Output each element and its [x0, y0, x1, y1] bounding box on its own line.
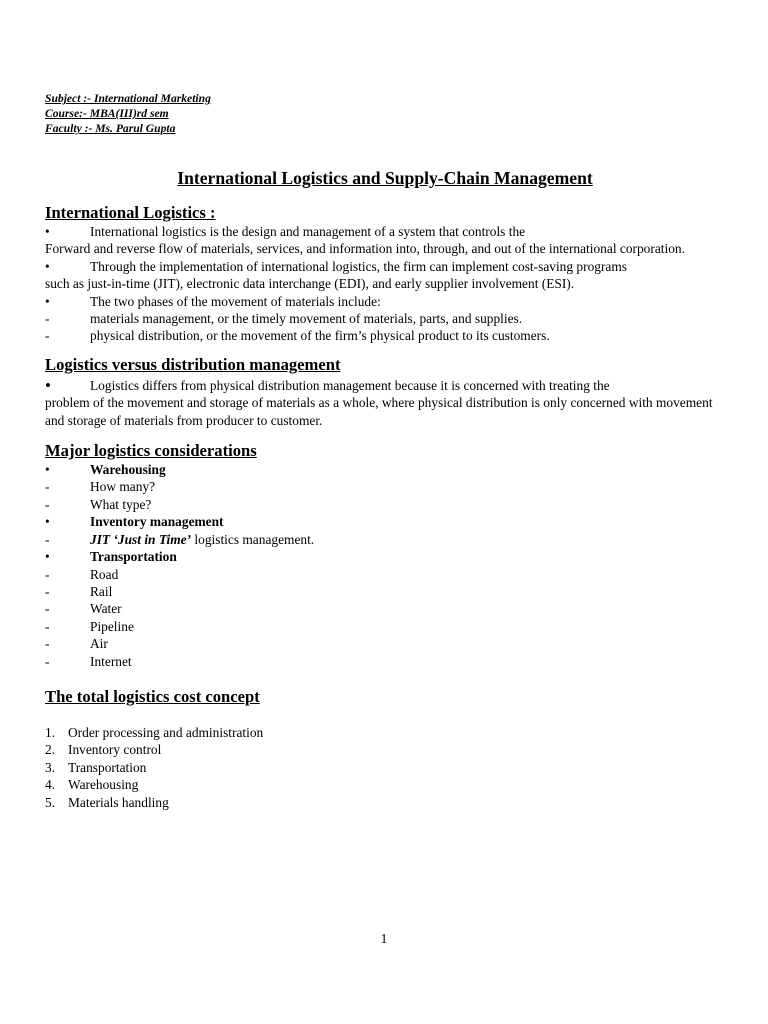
list-item: 3. Transportation [45, 759, 147, 775]
section-heading: Logistics versus distribution management [45, 354, 341, 374]
course-line: Course:- MBA(III)rd sem [45, 107, 169, 120]
section-heading: International Logistics : [45, 203, 216, 222]
dash-item: - materials management, or the timely movement of materials, parts, and supplies. [45, 311, 523, 327]
dash-icon: - [45, 496, 50, 512]
bullet-item: • International logistics is the design and management of a system that controls the [45, 224, 526, 239]
bullet-item: • Transportation [45, 549, 177, 565]
dash-icon: - [45, 636, 50, 652]
dash-icon: - [45, 566, 50, 582]
paragraph-continuation: problem of the movement and storage of materials as a whole, where physical distribution is only concerned with movement and storage of materials from producer to customer. [45, 395, 713, 428]
paragraph-continuation: such as just-in-time (JIT), electronic data interchange (EDI), and early supplier involvement (ESI). [45, 276, 575, 292]
bullet-icon: • [45, 462, 50, 478]
bullet-item: • Logistics differs from physical distribution management because it is concerned with treating the [45, 375, 610, 395]
dash-item: - Rail [45, 583, 113, 599]
list-item: 2. Inventory control [45, 742, 162, 758]
section-major-considerations [45, 440, 725, 670]
subject-line: Subject :- International Marketing [45, 92, 211, 105]
dash-item: - What type? [45, 496, 152, 512]
dash-item: - Road [45, 566, 119, 582]
bullet-icon: • [45, 258, 50, 274]
faculty-line: Faculty :- Ms. Parul Gupta [45, 122, 176, 135]
dash-item: - Pipeline [45, 618, 134, 634]
page-number: 1 [380, 931, 388, 946]
dash-icon: - [45, 618, 50, 634]
dash-item: - Air [45, 636, 108, 652]
dash-icon: - [45, 601, 50, 617]
section-international-logistics [45, 202, 725, 345]
bullet-icon: • [45, 293, 50, 309]
bullet-icon: • [45, 375, 51, 395]
section-heading: Major logistics considerations [45, 441, 257, 461]
paragraph-continuation: Forward and reverse flow of materials, services, and information into, through, and out of the international corporation. [45, 241, 685, 257]
bullet-item: • Inventory management [45, 514, 224, 530]
bullet-item: • The two phases of the movement of materials include: [45, 293, 381, 309]
bullet-item: • Through the implementation of international logistics, the firm can implement cost-saving programs [45, 258, 627, 274]
numbered-list [45, 724, 725, 811]
dash-item: - How many? [45, 479, 156, 495]
list-item: 4. Warehousing [45, 777, 139, 793]
dash-icon: - [45, 531, 50, 547]
document-title: International Logistics and Supply-Chain Management [177, 168, 593, 188]
section-heading: The total logistics cost concept [45, 686, 260, 706]
dash-icon: - [45, 328, 50, 344]
dash-item: - JIT ‘Just in Time’ logistics management. [45, 531, 315, 547]
document-page [45, 91, 725, 811]
bullet-icon: • [45, 514, 50, 530]
dash-icon: - [45, 479, 50, 495]
section-logistics-versus-distribution [45, 354, 725, 429]
list-item: 5. Materials handling [45, 794, 169, 810]
bullet-item: • Warehousing [45, 462, 166, 478]
dash-icon: - [45, 583, 50, 599]
dash-icon: - [45, 653, 50, 669]
bullet-icon: • [45, 549, 50, 565]
dash-item: - Water [45, 601, 122, 617]
dash-item: - Internet [45, 653, 132, 669]
dash-icon: - [45, 311, 50, 327]
bullet-icon: • [45, 224, 50, 239]
list-item: 1. Order processing and administration [45, 724, 264, 740]
dash-item: - physical distribution, or the movement of the firm’s physical product to its customers. [45, 328, 550, 344]
section-total-cost-concept [45, 686, 725, 811]
